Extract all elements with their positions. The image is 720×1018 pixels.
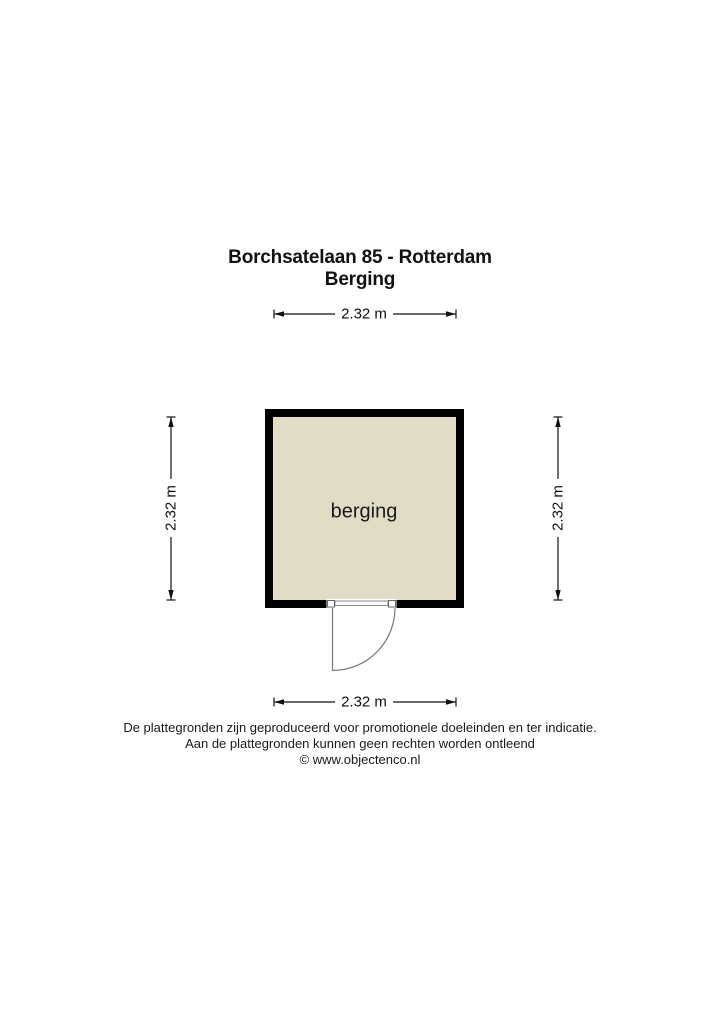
door-jamb-left xyxy=(328,601,335,608)
plan-title-room: Berging xyxy=(324,269,396,290)
door-jamb-right xyxy=(389,601,396,608)
disclaimer-line-2: Aan de plattegronden kunnen geen rechten worden ontleend xyxy=(185,736,535,751)
dimension-label-right: 2.32 m xyxy=(550,479,567,537)
door-threshold xyxy=(335,601,388,606)
plan-title-address: Borchsatelaan 85 - Rotterdam xyxy=(228,247,492,268)
dimension-label-bottom: 2.32 m xyxy=(335,694,393,711)
disclaimer-line-3: © www.objectenco.nl xyxy=(299,752,421,767)
room-label: berging xyxy=(330,500,398,523)
dimension-label-left: 2.32 m xyxy=(163,479,180,537)
disclaimer-line-1: De plattegronden zijn geproduceerd voor promotionele doeleinden en ter indicatie. xyxy=(123,720,597,735)
door-leaf-and-swing xyxy=(333,608,396,671)
door xyxy=(327,599,397,671)
disclaimer xyxy=(0,720,720,768)
dimension-label-top: 2.32 m xyxy=(335,306,393,323)
